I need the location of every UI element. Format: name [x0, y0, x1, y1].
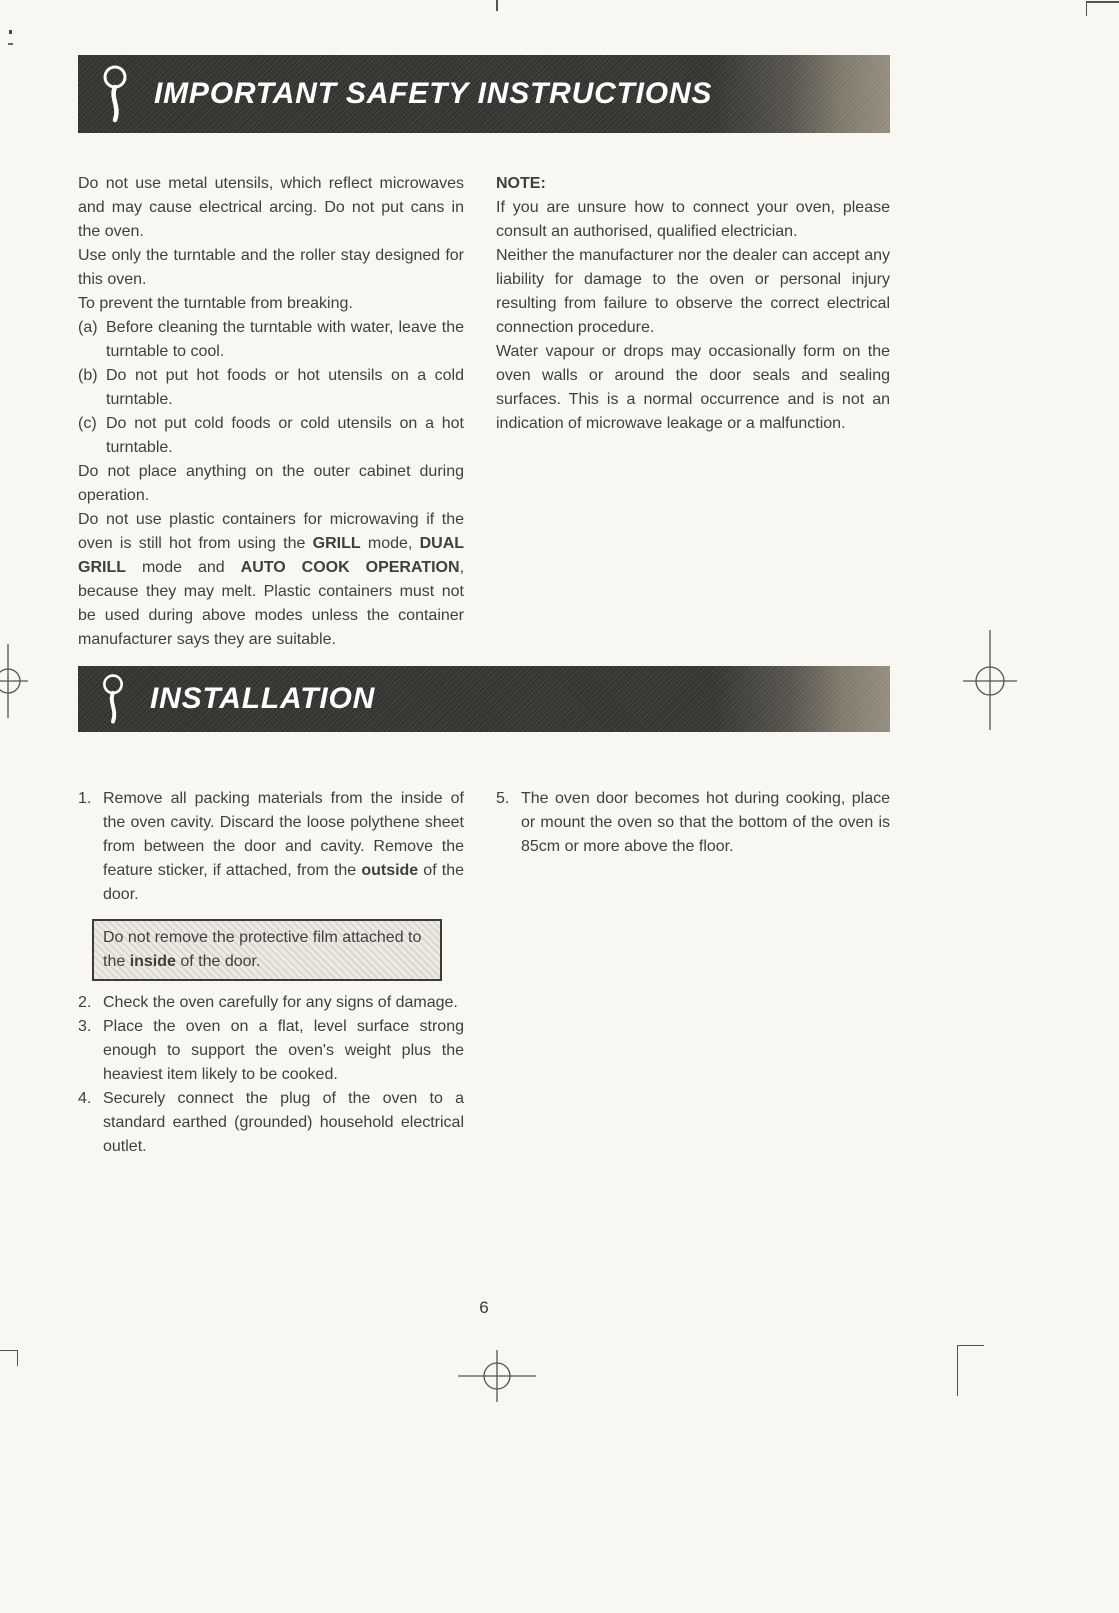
registration-corner-bottom-left	[0, 1350, 18, 1366]
lettered-item-a	[78, 316, 464, 364]
install-step-2	[78, 991, 464, 1015]
safety-right-column	[496, 172, 890, 652]
protective-film-warning-box	[92, 919, 442, 981]
safety-banner-title: IMPORTANT SAFETY INSTRUCTIONS	[154, 77, 713, 110]
install-step-1-number: 1.	[78, 790, 92, 807]
install-step-3-number: 3.	[78, 1018, 92, 1035]
note-heading: NOTE:	[496, 175, 546, 192]
installation-section	[78, 787, 890, 1159]
install-step-5-text: The oven door becomes hot during cooking, place or mount the oven so that the bottom of the oven is 85cm or more above the floor.	[521, 790, 890, 855]
registration-crosshair-bottom	[458, 1350, 538, 1402]
lettered-item-c	[78, 412, 464, 460]
installation-right-column	[496, 787, 890, 1159]
install-step-4-number: 4.	[78, 1090, 92, 1107]
install-step-4	[78, 1087, 464, 1159]
safety-paragraph-outer-cabinet: Do not place anything on the outer cabinet during operation.	[78, 463, 464, 504]
note-paragraph-liability: Neither the manufacturer nor the dealer can accept any liability for damage to the oven or personal injury resulting from failure to observe the correct electrical connection procedure.	[496, 247, 890, 336]
lettered-item-a-label: (a)	[78, 319, 98, 336]
ladle-icon	[98, 64, 132, 124]
scan-artifact-dot	[9, 30, 12, 34]
page-number: 6	[479, 1298, 489, 1317]
registration-crosshair-left	[0, 636, 28, 726]
registration-corner-bottom-right	[957, 1345, 984, 1396]
registration-crosshair-right	[955, 630, 1025, 730]
safety-paragraph-prevent-breaking: To prevent the turntable from breaking.	[78, 295, 353, 312]
note-paragraph-water-vapour: Water vapour or drops may occasionally form on the oven walls or around the door seals and sealing surfaces. This is a normal occurrence and is not an indication of microwave leakage or a malfunction.	[496, 343, 890, 432]
safety-section	[78, 172, 890, 652]
safety-paragraph-plastic-containers: Do not use plastic containers for microwaving if the oven is still hot from using the GRILL mode, DUAL GRILL mode and AUTO COOK OPERATION, because they may melt. Plastic containers must not be used during above modes unless the container manufacturer says they are suitable.	[78, 511, 465, 648]
lettered-item-c-label: (c)	[78, 415, 97, 432]
lettered-item-a-text: Before cleaning the turntable with water, leave the turntable to cool.	[106, 319, 464, 360]
install-step-3	[78, 1015, 464, 1087]
lettered-item-c-text: Do not put cold foods or cold utensils on a hot turntable.	[106, 415, 464, 456]
safety-left-column	[78, 172, 464, 652]
safety-paragraph-turntable-roller: Use only the turntable and the roller stay designed for this oven.	[78, 247, 464, 288]
registration-corner-top-right	[1086, 1, 1119, 16]
installation-banner-title: INSTALLATION	[150, 682, 376, 715]
installation-left-column	[78, 787, 464, 1159]
page-content	[78, 0, 890, 1317]
installation-banner	[78, 666, 890, 732]
install-step-1-text: Remove all packing materials from the inside of the oven cavity. Discard the loose polythene sheet from between the door and cavity. Remove the feature sticker, if attached, from the outside of the door.	[103, 790, 464, 903]
safety-paragraph-metal-utensils: Do not use metal utensils, which reflect microwaves and may cause electrical arcing. Do not put cans in the oven.	[78, 175, 464, 240]
install-step-3-text: Place the oven on a flat, level surface strong enough to support the oven's weight plus the heaviest item likely to be cooked.	[103, 1018, 464, 1083]
scan-artifact-dash	[8, 43, 13, 45]
install-step-2-number: 2.	[78, 994, 92, 1011]
lettered-item-b-label: (b)	[78, 367, 98, 384]
safety-banner	[78, 55, 890, 133]
install-step-5-number: 5.	[496, 790, 510, 807]
install-step-4-text: Securely connect the plug of the oven to a standard earthed (grounded) household electrical outlet.	[103, 1090, 464, 1155]
ladle-icon	[98, 673, 128, 725]
lettered-item-b	[78, 364, 464, 412]
note-paragraph-electrician: If you are unsure how to connect your oven, please consult an authorised, qualified electrician.	[496, 199, 890, 240]
protective-film-warning-text: Do not remove the protective film attached to the inside of the door.	[103, 929, 422, 970]
lettered-item-b-text: Do not put hot foods or hot utensils on a cold turntable.	[106, 367, 464, 408]
install-step-2-text: Check the oven carefully for any signs of damage.	[103, 994, 458, 1011]
install-step-5	[496, 787, 890, 859]
install-step-1	[78, 787, 464, 907]
